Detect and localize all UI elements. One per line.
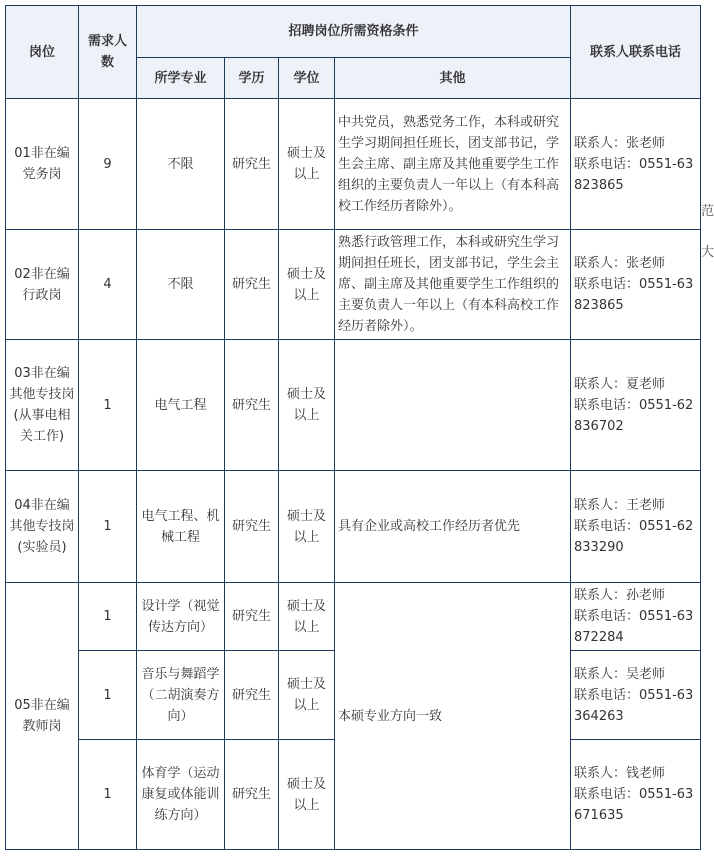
clipped-edge-text: 大 bbox=[701, 245, 714, 260]
clipped-edge-text: 范 bbox=[701, 204, 714, 219]
table-row bbox=[6, 340, 701, 471]
contact-cell bbox=[571, 583, 701, 651]
post-cell: 01非在编党务岗 bbox=[6, 99, 79, 230]
major-cell: 体育学（运动康复或体能训练方向） bbox=[137, 740, 225, 850]
major-cell: 电气工程、机械工程 bbox=[137, 471, 225, 583]
other-cell: 中共党员，熟悉党务工作，本科或研究生学习期间担任班长，团支部书记，学生会主席、副主席及其他重要学生工作组织的主要负责人一年以上（有本科高校工作经历者除外）。 bbox=[335, 99, 571, 230]
education-cell: 研究生 bbox=[225, 583, 279, 651]
degree-cell: 硕士及以上 bbox=[279, 471, 335, 583]
major-cell: 设计学（视觉传达方向） bbox=[137, 583, 225, 651]
major-cell: 不限 bbox=[137, 230, 225, 340]
count-cell: 1 bbox=[79, 471, 137, 583]
contact-name: 联系人：吴老师 bbox=[574, 666, 666, 682]
contact-phone: 联系电话：0551-63671635 bbox=[574, 787, 694, 823]
header-education: 学历 bbox=[225, 58, 279, 99]
recruitment-table bbox=[5, 5, 701, 850]
major-cell: 不限 bbox=[137, 99, 225, 230]
header-major: 所学专业 bbox=[137, 58, 225, 99]
degree-cell: 硕士及以上 bbox=[279, 230, 335, 340]
count-cell: 4 bbox=[79, 230, 137, 340]
post-cell: 05非在编教师岗 bbox=[6, 583, 79, 850]
education-cell: 研究生 bbox=[225, 230, 279, 340]
contact-cell bbox=[571, 740, 701, 850]
count-cell: 1 bbox=[79, 340, 137, 471]
education-cell: 研究生 bbox=[225, 471, 279, 583]
degree-cell: 硕士及以上 bbox=[279, 651, 335, 740]
contact-phone: 联系电话：0551-63364263 bbox=[574, 687, 694, 724]
contact-name: 联系人：孙老师 bbox=[574, 588, 666, 603]
table-row bbox=[6, 99, 701, 230]
contact-name: 联系人：王老师 bbox=[574, 498, 666, 513]
contact-name: 联系人：张老师 bbox=[574, 256, 666, 271]
education-cell: 研究生 bbox=[225, 740, 279, 850]
header-contact: 联系人联系电话 bbox=[571, 6, 701, 99]
contact-cell bbox=[571, 99, 701, 230]
contact-cell bbox=[571, 230, 701, 340]
contact-cell bbox=[571, 651, 701, 740]
table-row bbox=[6, 230, 701, 340]
count-cell: 9 bbox=[79, 99, 137, 230]
count-cell: 1 bbox=[79, 740, 137, 850]
contact-cell bbox=[571, 471, 701, 583]
contact-name: 联系人：钱老师 bbox=[574, 766, 666, 781]
table-row bbox=[6, 583, 701, 651]
post-cell: 04非在编其他专技岗(实验员) bbox=[6, 471, 79, 583]
contact-cell bbox=[571, 340, 701, 471]
contact-name: 联系人：张老师 bbox=[574, 135, 666, 151]
contact-phone: 联系电话：0551-63823865 bbox=[574, 156, 694, 193]
degree-cell: 硕士及以上 bbox=[279, 99, 335, 230]
header-other: 其他 bbox=[335, 58, 571, 99]
degree-cell: 硕士及以上 bbox=[279, 340, 335, 471]
other-cell: 熟悉行政管理工作，本科或研究生学习期间担任班长，团支部书记，学生会主席、副主席及其他重要学生工作组织的主要负责人一年以上（有本科高校工作经历者除外）。 bbox=[335, 230, 571, 340]
education-cell: 研究生 bbox=[225, 340, 279, 471]
contact-name: 联系人：夏老师 bbox=[574, 376, 666, 392]
education-cell: 研究生 bbox=[225, 651, 279, 740]
major-cell: 音乐与舞蹈学（二胡演奏方向） bbox=[137, 651, 225, 740]
post-cell: 02非在编行政岗 bbox=[6, 230, 79, 340]
other-cell: 具有企业或高校工作经历者优先 bbox=[335, 471, 571, 583]
count-cell: 1 bbox=[79, 651, 137, 740]
header-degree: 学位 bbox=[279, 58, 335, 99]
contact-phone: 联系电话：0551-62833290 bbox=[574, 519, 694, 555]
table-row bbox=[6, 471, 701, 583]
education-cell: 研究生 bbox=[225, 99, 279, 230]
contact-phone: 联系电话：0551-63823865 bbox=[574, 277, 694, 313]
header-post: 岗位 bbox=[6, 6, 79, 99]
contact-phone: 联系电话：0551-62836702 bbox=[574, 397, 694, 434]
header-conditions: 招聘岗位所需资格条件 bbox=[137, 6, 571, 58]
major-cell: 电气工程 bbox=[137, 340, 225, 471]
other-cell: 本硕专业方向一致 bbox=[335, 583, 571, 850]
header-row-top bbox=[6, 6, 701, 58]
other-cell bbox=[335, 340, 571, 471]
post-cell: 03非在编其他专技岗(从事电相关工作) bbox=[6, 340, 79, 471]
degree-cell: 硕士及以上 bbox=[279, 740, 335, 850]
degree-cell: 硕士及以上 bbox=[279, 583, 335, 651]
count-cell: 1 bbox=[79, 583, 137, 651]
contact-phone: 联系电话：0551-63872284 bbox=[574, 609, 694, 645]
header-count: 需求人数 bbox=[79, 6, 137, 99]
